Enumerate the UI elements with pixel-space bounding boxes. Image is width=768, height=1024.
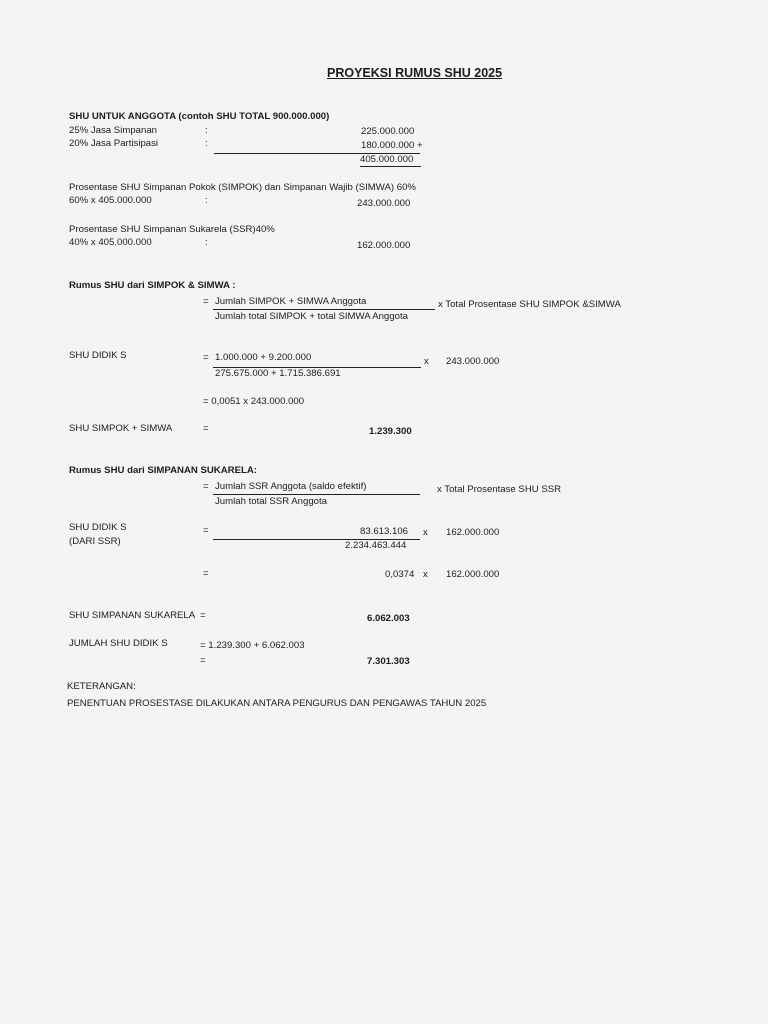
ssr-step2-multiplier: 162.000.000	[446, 569, 500, 580]
jumlah-label: JUMLAH SHU DIDIK S	[69, 638, 168, 649]
colon: :	[205, 237, 208, 248]
ssr-member-denominator: 2.234.463.444	[345, 540, 407, 551]
ssr-desc: Prosentase SHU Simpanan Sukarela (SSR)40%	[69, 224, 275, 235]
multiply-sign: x	[423, 569, 428, 580]
equals-sign: =	[203, 296, 209, 307]
fraction-line	[213, 494, 420, 495]
anggota-total-value: 405.000.000	[360, 154, 414, 165]
simpok-member-label: SHU DIDIK S	[69, 350, 127, 361]
keterangan-text: PENENTUAN PROSESTASE DILAKUKAN ANTARA PENGURUS DAN PENGAWAS TAHUN 2025	[67, 698, 487, 709]
multiply-sign: x	[423, 527, 428, 538]
equals-sign: =	[203, 481, 209, 492]
rumus-simpok-numerator: Jumlah SIMPOK + SIMWA Anggota	[215, 296, 367, 307]
equals-sign: =	[203, 352, 209, 363]
rumus-simpok-denominator: Jumlah total SIMPOK + total SIMWA Anggota	[215, 311, 408, 322]
jasa-simpanan-value: 225.000.000	[361, 126, 415, 137]
rumus-simpok-heading: Rumus SHU dari SIMPOK & SIMWA :	[69, 280, 236, 291]
jasa-simpanan-label: 25% Jasa Simpanan	[69, 125, 157, 136]
jasa-partisipasi-value: 180.000.000 +	[361, 140, 423, 151]
ssr-member-multiplier: 162.000.000	[446, 527, 500, 538]
equals-sign: =	[203, 568, 209, 579]
rumus-ssr-multiplier: x Total Prosentase SHU SSR	[437, 484, 562, 495]
ssr-step2-value: 0,0374	[385, 569, 415, 580]
simpok-result-value: 1.239.300	[369, 426, 412, 437]
simpok-result-label: SHU SIMPOK + SIMWA	[69, 423, 173, 434]
jumlah-value: 7.301.303	[367, 656, 410, 667]
equals-sign: =	[203, 525, 209, 536]
total-underline	[360, 166, 421, 167]
colon: :	[205, 195, 208, 206]
rumus-ssr-denominator: Jumlah total SSR Anggota	[215, 496, 327, 507]
simpok-desc: Prosentase SHU Simpanan Pokok (SIMPOK) dan Simpanan Wajib (SIMWA) 60%	[69, 182, 416, 193]
ssr-result-label: SHU SIMPANAN SUKARELA	[69, 610, 196, 621]
simpok-member-denominator: 275.675.000 + 1.715.386.691	[215, 368, 341, 379]
simpok-calc-value: 243.000.000	[357, 198, 411, 209]
simpok-calc-label: 60% x 405.000.000	[69, 195, 152, 206]
colon: :	[205, 125, 208, 136]
simpok-member-multiplier: 243.000.000	[446, 356, 500, 367]
ssr-result-value: 6.062.003	[367, 613, 410, 624]
document-title: PROYEKSI RUMUS SHU 2025	[327, 66, 503, 80]
ssr-member-label: SHU DIDIK S	[69, 522, 127, 533]
rumus-ssr-heading: Rumus SHU dari SIMPANAN SUKARELA:	[69, 465, 257, 476]
anggota-heading: SHU UNTUK ANGGOTA (contoh SHU TOTAL 900.000.000)	[69, 111, 330, 122]
ssr-calc-value: 162.000.000	[357, 240, 411, 251]
equals-sign: =	[200, 655, 206, 666]
ssr-member-sub: (DARI SSR)	[69, 536, 121, 547]
simpok-step2: = 0,0051 x 243.000.000	[203, 396, 305, 407]
rumus-simpok-multiplier: x Total Prosentase SHU SIMPOK &SIMWA	[438, 299, 621, 310]
equals-sign: =	[200, 610, 206, 621]
rumus-ssr-numerator: Jumlah SSR Anggota (saldo efektif)	[215, 481, 367, 492]
ssr-calc-label: 40% x 405.000.000	[69, 237, 152, 248]
keterangan-label: KETERANGAN:	[67, 681, 136, 692]
equals-sign: =	[203, 423, 209, 434]
colon: :	[205, 138, 208, 149]
simpok-member-numerator: 1.000.000 + 9.200.000	[215, 352, 312, 363]
jumlah-expression: = 1.239.300 + 6.062.003	[200, 640, 305, 651]
multiply-sign: x	[424, 356, 429, 367]
ssr-member-numerator: 83.613.106	[360, 526, 409, 537]
jasa-partisipasi-label: 20% Jasa Partisipasi	[69, 138, 159, 149]
fraction-line	[213, 309, 435, 310]
